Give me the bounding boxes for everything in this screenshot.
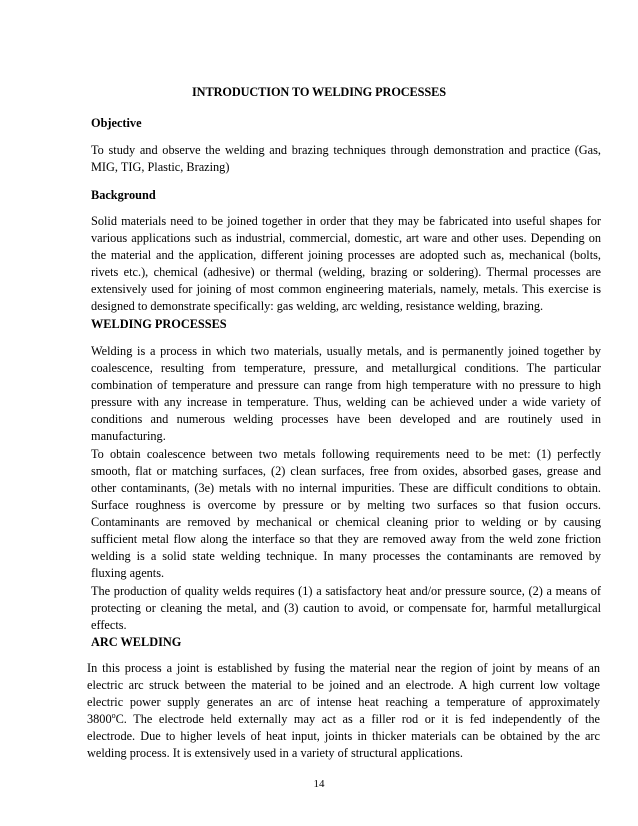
text-line: smooth, flat or matching surfaces, (2) clean surfaces, free from oxides, absorbed gases, grease and (91, 464, 601, 478)
text-line: To study and observe the welding and brazing techniques through demonstration and practice (Gas, (91, 143, 601, 157)
text-line: the material and the application, different joining processes are adopted such as, mechanical (bolts, (91, 248, 601, 262)
temperature-unit-text: C. The electrode held externally may act as a filler rod or it is fed independently of the (115, 712, 600, 726)
text-line: MIG, TIG, Plastic, Brazing) (91, 160, 230, 174)
welding-processes-heading: WELDING PROCESSES (91, 317, 227, 331)
page-number: 14 (313, 778, 325, 790)
text-line: rivets etc.), chemical (adhesive) or thermal (welding, brazing or soldering). Thermal processes are (91, 265, 601, 279)
text-line: Surface roughness is overcome by pressure or by melting two surfaces so that fusion occurs. (91, 498, 601, 512)
arc-welding-paragraph (87, 660, 600, 762)
text-line: welding is a solid state welding technique. In many processes the contaminants are removed by (91, 549, 601, 563)
text-line: Welding is a process in which two materials, usually metals, and is permanently joined together by (91, 344, 601, 358)
degree-symbol: o (111, 710, 116, 720)
objective-paragraph (91, 142, 601, 176)
text-line: other contaminants, (3e) metals with no internal impurities. These are difficult conditions to obtain. (91, 481, 601, 495)
text-line: various applications such as industrial, commercial, domestic, art ware and other uses. Depending on (91, 231, 601, 245)
text-line: conditions and numerous welding processes have been developed and are routinely used in (91, 412, 601, 426)
text-line: electric arc struck between the material to be joined and an electrode. A high current low voltage (87, 678, 600, 692)
text-line: effects. (91, 618, 127, 632)
text-line: electrode. Due to higher levels of heat input, joints in thicker materials can be obtained by the arc (87, 729, 600, 743)
text-line: Contaminants are removed by mechanical or chemical cleaning prior to welding or by causing (91, 515, 601, 529)
text-line: pressure with any increase in temperature. Thus, welding can be achieved under a wide variety of (91, 395, 601, 409)
welding-processes-paragraph-3 (91, 583, 601, 634)
text-line: Solid materials need to be joined together in order that they may be fabricated into useful shapes for (91, 214, 601, 228)
welding-processes-paragraph-1 (91, 343, 601, 445)
text-line: coalescence, resulting from temperature, pressure, and metallurgical conditions. The particular (91, 361, 601, 375)
text-line: sufficient metal flow along the interface so that they are removed away from the weld zone friction (91, 532, 601, 546)
text-line: manufacturing. (91, 429, 166, 443)
arc-welding-heading: ARC WELDING (91, 635, 182, 649)
page-title: INTRODUCTION TO WELDING PROCESSES (192, 85, 446, 99)
text-line-temperature (87, 711, 600, 728)
text-line: protecting or cleaning the metal, and (3) caution to avoid, or compensate for, harmful metallurgical (91, 601, 601, 615)
temperature-value: 3800 (87, 712, 112, 726)
text-line: In this process a joint is established by fusing the material near the region of joint by means of an (87, 661, 600, 675)
text-line: electric power supply generates an arc of intense heat reaching a temperature of approximately (87, 695, 600, 709)
text-line: The production of quality welds requires (1) a satisfactory heat and/or pressure source, (2) a means of (91, 584, 601, 598)
background-heading: Background (91, 188, 156, 202)
text-line: To obtain coalescence between two metals following requirements need to be met: (1) perfectly (91, 447, 601, 461)
text-line: designed to demonstrate specifically: gas welding, arc welding, resistance welding, brazing. (91, 299, 544, 313)
text-line: extensively used for joining of most common engineering materials, namely, metals. This exercise is (91, 282, 601, 296)
objective-heading: Objective (91, 116, 142, 130)
welding-processes-paragraph-2 (91, 446, 601, 582)
text-line: fluxing agents. (91, 566, 165, 580)
background-paragraph (91, 213, 601, 315)
text-line: combination of temperature and pressure can range from high temperature with no pressure to high (91, 378, 601, 392)
text-line: welding process. It is extensively used in a variety of structural applications. (87, 746, 463, 760)
